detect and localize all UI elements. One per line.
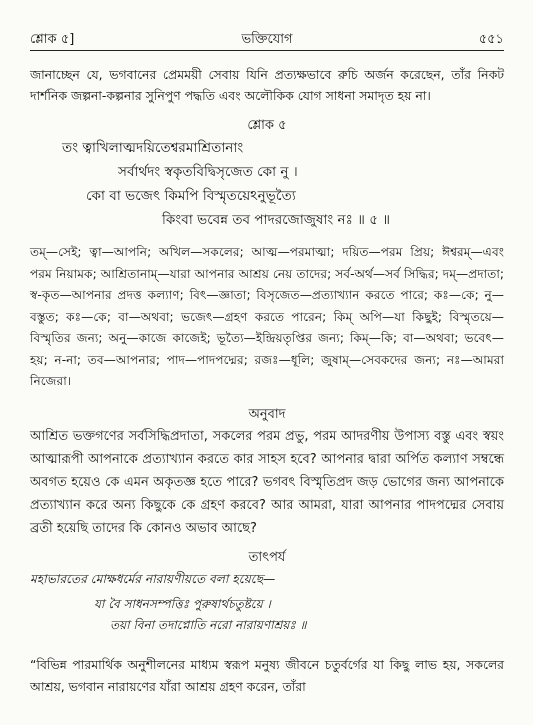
purport-sloka bbox=[30, 594, 504, 636]
purport-title: তাৎপর্য bbox=[248, 549, 286, 565]
header-verse-ref: শ্লোক ৫] bbox=[30, 32, 75, 47]
header-chapter-title: ভক্তিযোগ bbox=[241, 32, 293, 47]
verse-block bbox=[30, 136, 504, 232]
sloka-line: তয়া বিনা তদাপ্নোতি নরো নারায়ণাশ্রয়ঃ ॥ bbox=[110, 617, 307, 632]
translation-paragraph: আশ্রিত ভক্তগণের সর্বসিদ্ধিপ্রদাতা, সকলের পরম প্রভু, পরম আদরণীয় উপাস্য বস্তু এবং স্বয়ং আত্মারূপী আপনাকে প্রত্যাখ্যান করতে কার সাহস হবে? আপনার দ্বারা অর্পিত কল্যাণ সম্বন্ধে অবগত হয়েও কে এমন অকৃতজ্ঞ হতে পারে? ভগবৎ বিস্মৃতিপ্রদ জড় ভোগের জন্য আপনাকে প্রত্যাখ্যান করে অন্য কিছুকে কে গ্রহণ করবে? আর আমরা, যারা আপনার পাদপদ্মের সেবায় ব্রতী হয়েছি তাদের কি কোনও অভাব আছে? bbox=[30, 428, 504, 536]
synonyms-paragraph: তম্—সেই; ত্বা—আপনি; অখিল—সকলের; আত্ম—পরমাত্মা; দয়িত—পরম প্রিয়; ঈশ্বরম্—এবং পরম নিয়ামক; আশ্রিতানাম্—যারা আপনার আশ্রয় নেয় তাদের; সর্ব-অর্থ—সর্ব সিদ্ধির; দম্—প্রদাতা; স্ব-কৃত—আপনার প্রদত্ত কল্যাণ; বিৎ—জ্ঞাতা; বিসৃজেত—প্রত্যাখ্যান করতে পারে; কঃ—কে; নু—বস্তুত; কঃ—কে; বা—অথবা; ভজেৎ—গ্রহণ করতে পারেন; কিম্ অপি—যা কিছুই; বিস্মৃতয়ে—বিস্মৃতির জন্য; অনু—কাজে কাজেই; ভূত্যৈ—ইন্দ্রিয়তৃপ্তির জন্য; কিম্—কি; বা—অথবা; ভবেৎ—হয়; ন-না; তব—আপনার; পাদ—পাদপদ্মের; রজঃ—ধূলি; জুষাম্—সেবকদের জন্য; নঃ—আমরা নিজেরা। bbox=[30, 245, 504, 388]
verse-line: কো বা ভজেৎ কিমপি বিস্মৃতয়েঽনুভূত্যৈ bbox=[86, 188, 296, 204]
book-page bbox=[30, 30, 504, 710]
header-page-number: ৫৫১ bbox=[478, 32, 504, 47]
verse-line: কিংবা ভবেন্ন তব পাদরজোজুষাং নঃ ॥ ৫ ॥ bbox=[162, 212, 391, 228]
sloka-line: যা বৈ সাধনসম্পত্তিঃ পুরুষার্থচতুষ্টয়ে । bbox=[94, 596, 271, 611]
verse-title: শ্লোক ৫ bbox=[247, 118, 287, 133]
header-rule bbox=[30, 50, 504, 51]
verse-line: সর্বার্থদং স্বকৃতবিদ্বিসৃজেত কো নু । bbox=[118, 164, 298, 180]
purport-quote-intro: মহাভারতের মোক্ষধর্মের নারায়ণীয়তে বলা হয়েছে— bbox=[30, 571, 276, 586]
intro-paragraph: জানাচ্ছেন যে, ভগবানের প্রেমময়ী সেবায় যিনি প্রত্যক্ষভাবে রুচি অর্জন করেছেন, তাঁর নিকট দার্শনিক জল্পনা-কল্পনার সুনিপুণ পদ্ধতি এবং অলৌকিক যোগ সাধনা সমাদৃত হয় না। bbox=[30, 67, 504, 103]
translation-title: অনুবাদ bbox=[248, 406, 286, 422]
purport-continuation: “বিভিন্ন পারমার্থিক অনুশীলনের মাধ্যম স্বরূপ মনুষ্য জীবনে চতুর্বর্গের যা কিছু লাভ হয়, সকলের আশ্রয়, ভগবান নারায়ণের যাঁরা আশ্রয় গ্রহণ করেন, তাঁরা bbox=[30, 656, 504, 694]
verse-line: তং ত্বাখিলাত্মদয়িতেশ্বরমাশ্রিতানাং bbox=[62, 140, 244, 156]
page-header bbox=[30, 30, 504, 50]
